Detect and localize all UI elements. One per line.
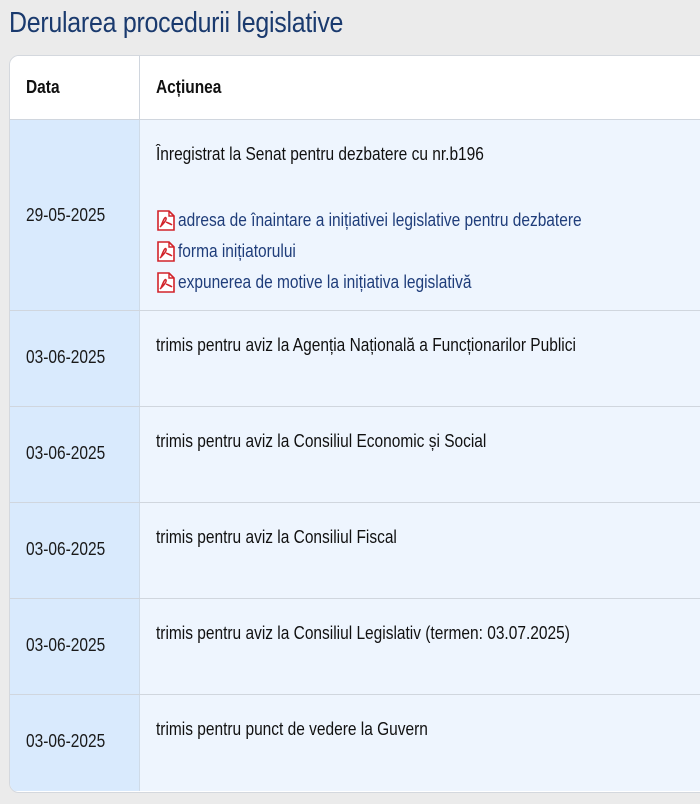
header-action-label: Acțiunea <box>156 77 222 97</box>
date-cell <box>10 407 140 502</box>
document-label[interactable] <box>178 238 315 264</box>
row-action <box>156 525 436 549</box>
table-body <box>10 120 700 791</box>
action-cell <box>156 503 700 598</box>
row-action-text: trimis pentru aviz la Agenția Națională a Funcționarilor Publici <box>156 335 576 355</box>
row-action <box>156 621 637 645</box>
document-label-text[interactable]: adresa de înaintare a inițiativei legislative pentru dezbatere <box>178 210 582 230</box>
action-cell <box>156 599 700 694</box>
table-row <box>10 503 700 599</box>
header-date <box>10 56 140 119</box>
row-date: 03-06-2025 <box>26 347 106 367</box>
row-action-text: trimis pentru punct de vedere la Guvern <box>156 719 428 739</box>
table-header-row <box>10 56 700 120</box>
document-label-text[interactable]: forma inițiatorului <box>178 241 296 261</box>
row-action <box>156 429 540 453</box>
document-label[interactable] <box>178 207 647 233</box>
header-date-label: Data <box>26 77 60 97</box>
row-action-text: trimis pentru aviz la Consiliul Legislativ (termen: 03.07.2025) <box>156 623 570 643</box>
row-action <box>156 142 537 166</box>
header-action <box>141 56 232 119</box>
row-action-text: trimis pentru aviz la Consiliul Economic și Social <box>156 431 487 451</box>
row-action <box>156 333 644 357</box>
date-cell <box>10 120 140 310</box>
page-title: Derularea procedurii legislative <box>9 7 344 39</box>
row-date: 03-06-2025 <box>26 635 106 655</box>
row-date: 03-06-2025 <box>26 443 106 463</box>
row-action-text: trimis pentru aviz la Consiliul Fiscal <box>156 527 397 547</box>
date-cell <box>10 599 140 694</box>
table-row <box>10 311 700 407</box>
table-row <box>10 599 700 695</box>
table-row <box>10 120 700 311</box>
row-action <box>156 717 472 741</box>
action-cell <box>156 120 700 310</box>
date-cell <box>10 503 140 598</box>
document-label[interactable] <box>178 269 519 295</box>
action-cell <box>156 695 700 791</box>
row-date: 29-05-2025 <box>26 204 106 225</box>
pdf-icon <box>156 241 176 262</box>
pdf-icon <box>156 272 176 293</box>
document-label-text[interactable]: expunerea de motive la inițiativa legislativă <box>178 272 472 292</box>
table-row <box>10 695 700 791</box>
table-row <box>10 407 700 503</box>
row-action-text: Înregistrat la Senat pentru dezbatere cu nr.b196 <box>156 144 484 164</box>
row-date: 03-06-2025 <box>26 539 106 559</box>
date-cell <box>10 695 140 791</box>
row-date: 03-06-2025 <box>26 731 106 751</box>
procedure-table <box>9 55 700 793</box>
pdf-icon <box>156 210 176 231</box>
date-cell <box>10 311 140 406</box>
action-cell <box>156 311 700 406</box>
action-cell <box>156 407 700 502</box>
